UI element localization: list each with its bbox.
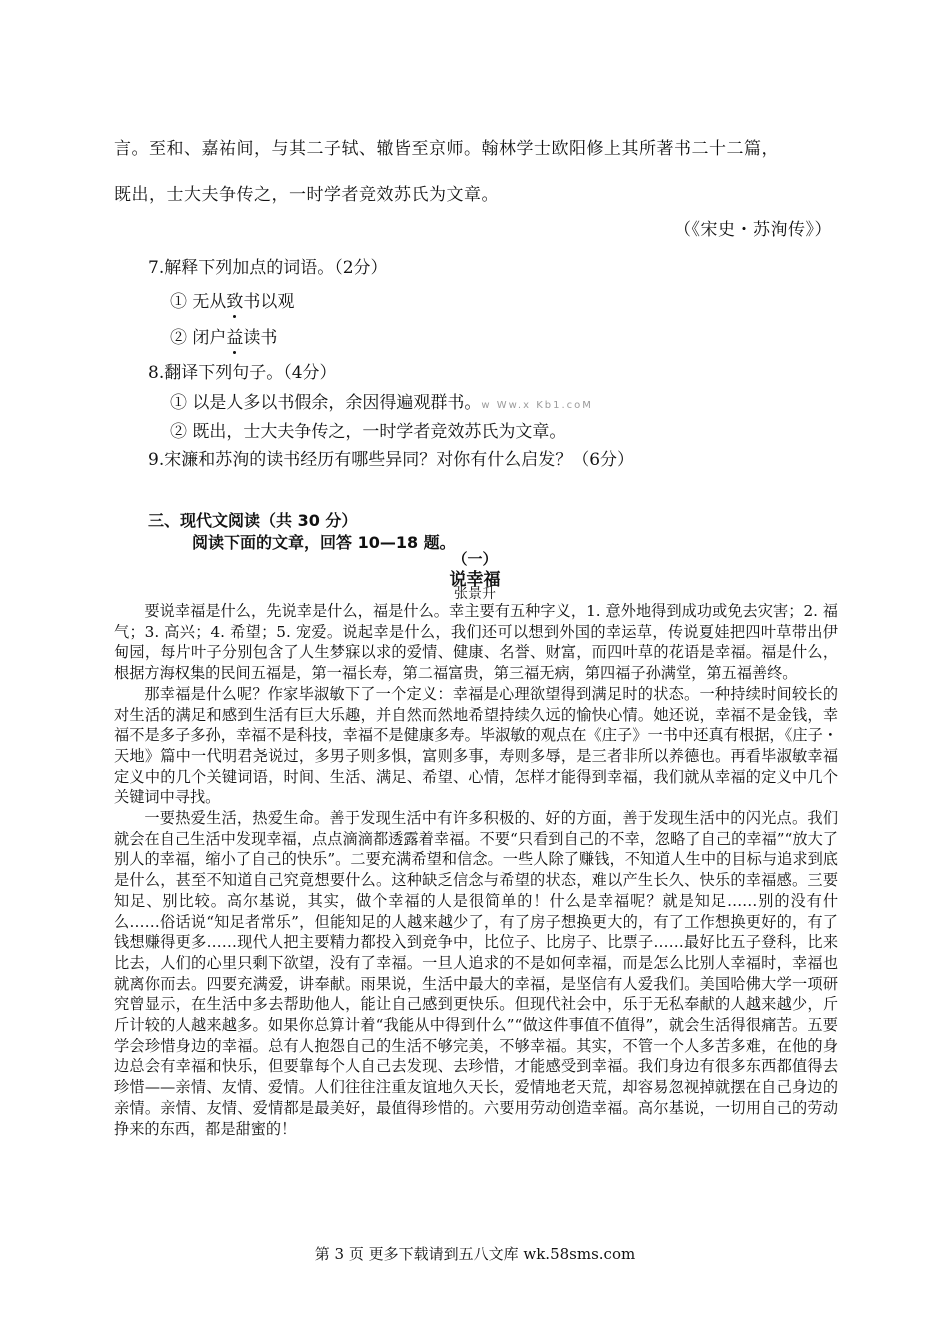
q7-item-2-dotted-word: 益 xyxy=(226,328,244,348)
question-9: 9.宋濂和苏洵的读书经历有哪些异同？对你有什么启发？（6分） xyxy=(148,450,635,470)
question-8-item-1 xyxy=(170,388,593,413)
q7-item-1-suffix: 书以观 xyxy=(243,292,295,312)
section-3-part-number: （一） xyxy=(452,550,498,568)
article-body xyxy=(114,601,838,1139)
classical-source: （《宋史・苏洵传》） xyxy=(674,220,832,240)
q7-item-2-suffix: 读书 xyxy=(243,328,278,348)
q7-item-1-prefix: ① 无从 xyxy=(170,292,227,312)
section-3-instruction: 阅读下面的文章，回答 10—18 题。 xyxy=(192,533,456,552)
question-7-item-2 xyxy=(170,323,277,348)
question-7-item-1 xyxy=(170,287,294,312)
page-footer: 第 3 页 更多下载请到五八文库 wk.58sms.com xyxy=(314,1245,636,1263)
question-8: 8.翻译下列句子。（4分） xyxy=(148,363,337,383)
article-paragraph-3: 一要热爱生活，热爱生命。善于发现生活中有许多积极的、好的方面，善于发现生活中的闪光点。我们就会在自己生活中发现幸福，点点滴滴都透露着幸福。不要“只看到自己的不幸，忽略了自己的幸福”“放大了别人的幸福，缩小了自己的快乐”。二要充满希望和信念。一些人除了赚钱，不知道人生中的目标与追求到底是什么，甚至不知道自己究竟想要什么。这种缺乏信念与希望的状态，难以产生长久、快乐的幸福感。三要知足、别比较。高尔基说，其实，做个幸福的人是很简单的！什么是幸福呢？就是知足……别的没有什么……俗话说“知足者常乐”，但能知足的人越来越少了，有了房子想换更大的，有了工作想换更好的，有了钱想赚得更多……现代人把主要精力都投入到竞争中，比位子、比房子、比票子……最好比五子登科，比来比去，人们的心里只剩下欲望，没有了幸福。一旦人追求的不是如何幸福，而是怎么比别人幸福时，幸福也就离你而去。四要充满爱，讲奉献。雨果说，生活中最大的幸福，是坚信有人爱我们。美国哈佛大学一项研究曾显示，在生活中多去帮助他人，能让自己感到更快乐。但现代社会中，乐于无私奉献的人越来越少，斤斤计较的人越来越多。如果你总算计着“我能从中得到什么”“做这件事值不值得”，就会生活得很痛苦。五要学会珍惜身边的幸福。总有人抱怨自己的生活不够完美，不够幸福。其实，不管一个人多苦多难，在他的身边总会有幸福和快乐，但要靠每个人自己去发现、去珍惜，才能感受到幸福。我们身边有很多东西都值得去珍惜——亲情、友情、爱情。人们往往注重友谊地久天长，爱情地老天荒，却容易忽视掉就摆在自己身边的亲情。亲情、友情、爱情都是最美好，最值得珍惜的。六要用劳动创造幸福。高尔基说，一切用自己的劳动挣来的东西，都是甜蜜的！ xyxy=(114,809,838,1138)
q7-item-1-dotted-word: 致 xyxy=(226,292,244,312)
q7-item-2-prefix: ② 闭户 xyxy=(170,328,227,348)
q8-item-1-text: ① 以是人多以书假余，余因得遍观群书。 xyxy=(170,393,482,413)
watermark: w Ww.x Kb1.coM xyxy=(481,400,593,411)
article-author: 张景升 xyxy=(454,586,496,602)
question-7: 7.解释下列加点的词语。（2分） xyxy=(148,258,388,278)
question-8-item-2: ② 既出，士大夫争传之，一时学者竞效苏氏为文章。 xyxy=(170,422,567,442)
article-title: 说幸福 xyxy=(449,570,501,590)
classical-text-line-1: 言。至和、嘉祐间，与其二子轼、辙皆至京师。翰林学士欧阳修上其所著书二十二篇， xyxy=(114,139,779,159)
article-paragraph-1: 要说幸福是什么，先说幸是什么，福是什么。幸主要有五种字义，1. 意外地得到成功或免去灾害；2. 福气；3. 高兴；4. 希望；5. 宠爱。说起幸是什么，我们还可以想到外国的幸运草，传说夏娃把四叶草带出伊甸园，每片叶子分别包含了人生梦寐以求的爱情、健康、名誉、财富，而四叶草的花语是幸福。福是什么，根据方海权集的民间五福是，第一福长寿，第二福富贵，第三福无病，第四福子孙满堂，第五福善终。 xyxy=(114,602,838,683)
section-3-heading: 三、现代文阅读（共 30 分） xyxy=(148,511,358,530)
article-paragraph-2: 那幸福是什么呢？作家毕淑敏下了一个定义：幸福是心理欲望得到满足时的状态。一种持续时间较长的对生活的满足和感到生活有巨大乐趣，并自然而然地希望持续久远的愉快心情。她还说，幸福不是金钱，幸福不是多子多孙，幸福不是科技，幸福不是健康多寿。毕淑敏的观点在《庄子》一书中还真有根据，《庄子・天地》篇中一代明君尧说过，多男子则多惧，富则多事，寿则多辱，是三者非所以养德也。再看毕淑敏幸福定义中的几个关键词语，时间、生活、满足、希望、心情，怎样才能得到幸福，我们就从幸福的定义中几个关键词中寻找。 xyxy=(114,684,838,807)
classical-text-line-2: 既出，士大夫争传之，一时学者竞效苏氏为文章。 xyxy=(114,185,499,205)
